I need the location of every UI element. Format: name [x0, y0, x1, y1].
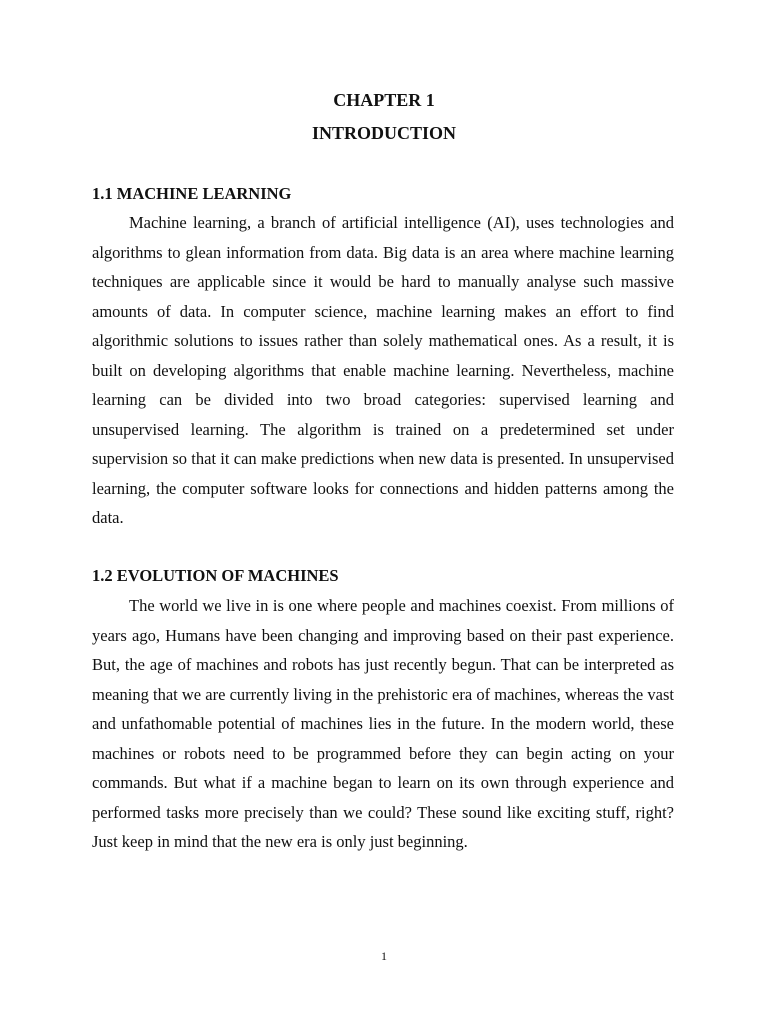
section-paragraph-evolution-of-machines: The world we live in is one where people and machines coexist. From millions of years ago, Humans have been changing and improving based on their past experience. But, the age of machines and robots has just recently begun. That can be interpreted as meaning that we are currently living in the prehistoric era of machines, whereas the vast and unfathomable potential of machines lies in the future. In the modern world, these machines or robots need to be programmed before they can begin acting on your commands. But what if a machine began to learn on its own through experience and performed tasks more precisely than we could? These sound like exciting stuff, right? Just keep in mind that the new era is only just beginning.	[92, 596, 674, 851]
section-heading-evolution-of-machines: 1.2 EVOLUTION OF MACHINES	[92, 566, 339, 585]
section-heading-machine-learning: 1.1 MACHINE LEARNING	[92, 184, 292, 203]
section-paragraph-machine-learning: Machine learning, a branch of artificial intelligence (AI), uses technologies and algorithms to glean information from data. Big data is an area where machine learning techniques are applicable since it would be hard to manually analyse such massive amounts of data. In computer science, machine learning makes an effort to find algorithmic solutions to issues rather than solely mathematical ones. As a result, it is built on developing algorithms that enable machine learning. Nevertheless, machine learning can be divided into two broad categories: supervised learning and unsupervised learning. The algorithm is trained on a predetermined set under supervision so that it can make predictions when new data is presented. In unsupervised learning, the computer software looks for connections and hidden patterns among the data.	[92, 213, 674, 527]
page-number: 1	[381, 949, 387, 963]
chapter-title: INTRODUCTION	[311, 123, 457, 143]
chapter-number: CHAPTER 1	[333, 90, 435, 110]
